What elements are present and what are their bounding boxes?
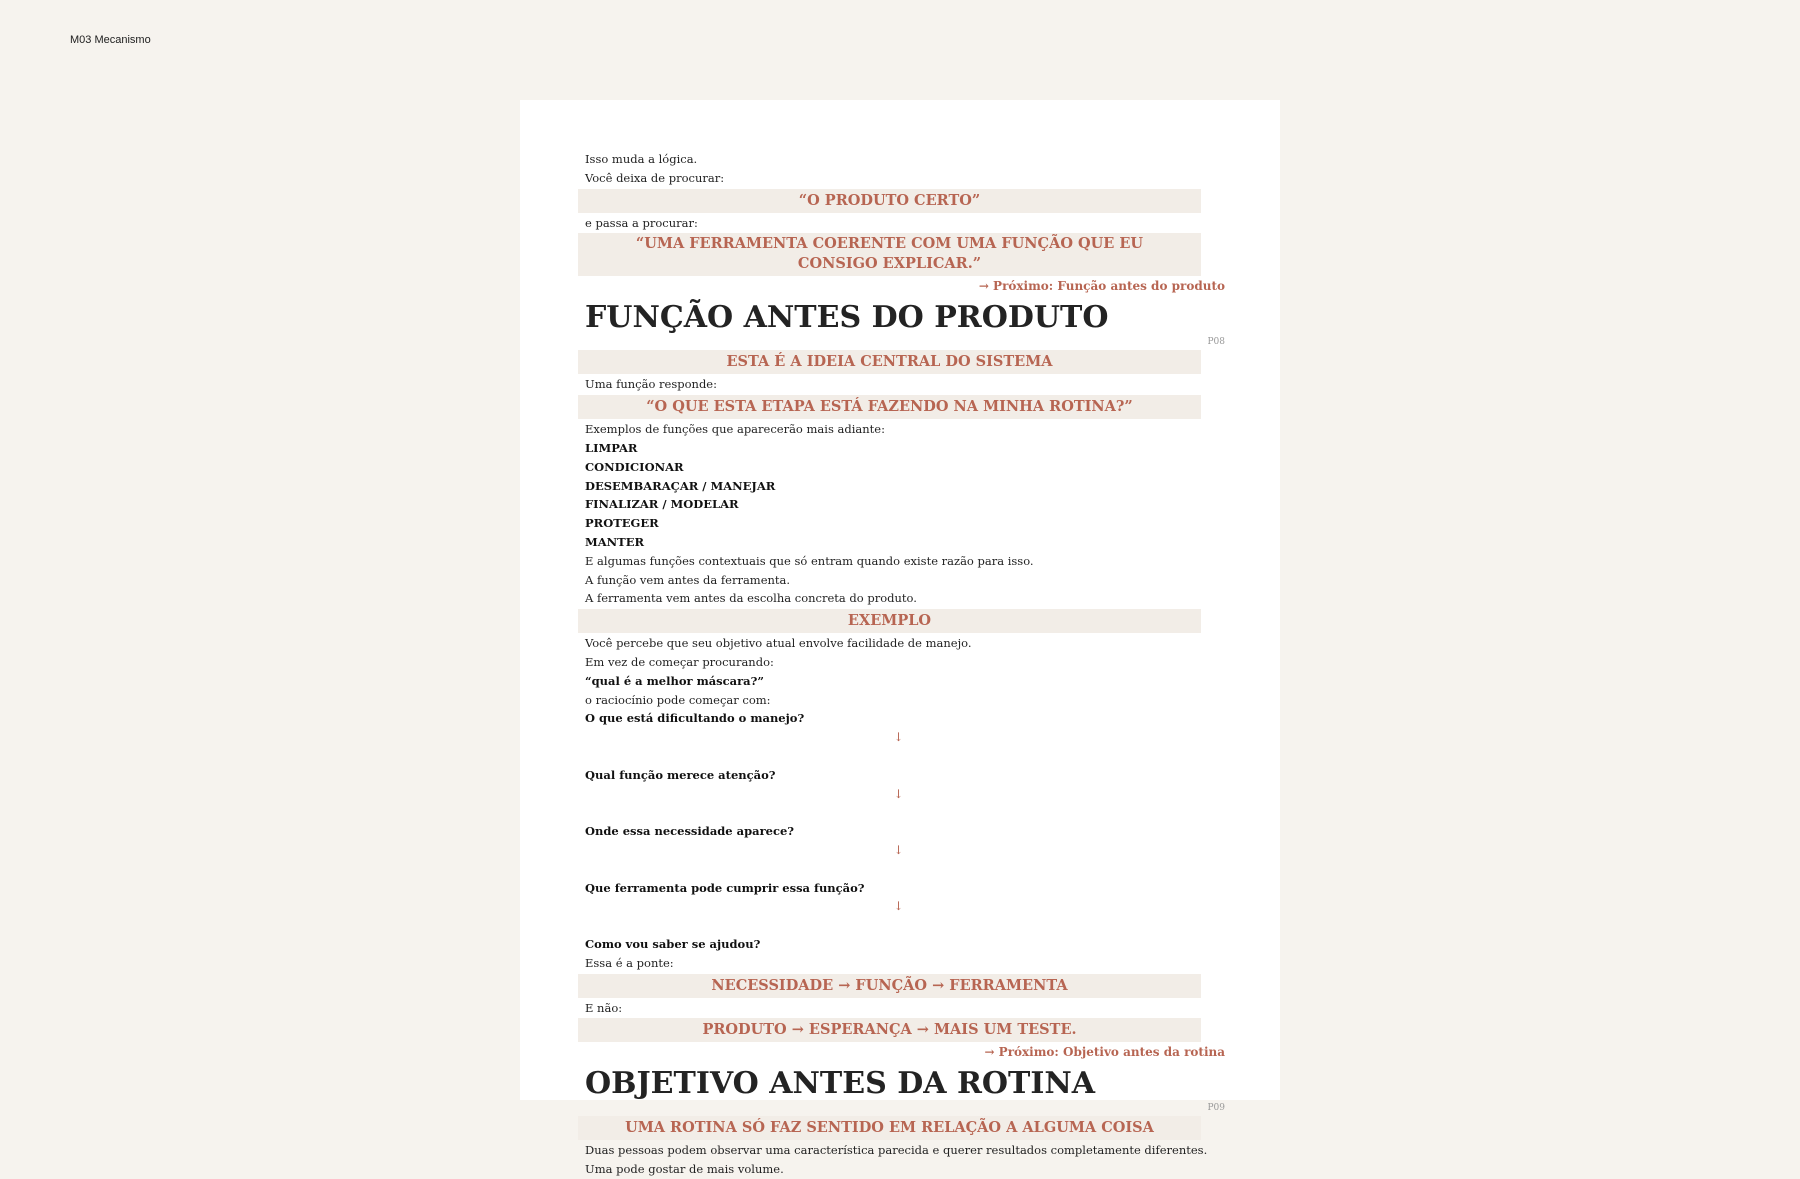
body-text: E algumas funções contextuais que só entram quando existe razão para isso. xyxy=(585,553,1034,568)
body-text: A função vem antes da ferramenta. xyxy=(585,572,791,587)
body-text-bold: MANTER xyxy=(585,534,645,549)
body-text-bold: Que ferramenta pode cumprir essa função? xyxy=(585,880,865,895)
body-text-bold: Qual função merece atenção? xyxy=(585,767,776,782)
body-text: Em vez de começar procurando: xyxy=(585,654,774,669)
down-arrow-icon: ↓ xyxy=(893,730,904,745)
body-text: Uma pode gostar de mais volume. xyxy=(585,1162,784,1177)
section-heading: FUNÇÃO ANTES DO PRODUTO xyxy=(585,300,1109,336)
app-title: M03 Mecanismo xyxy=(70,34,151,46)
body-text: o raciocínio pode começar com: xyxy=(585,692,771,707)
page-number: P09 xyxy=(1207,1103,1225,1114)
body-text: Você percebe que seu objetivo atual envolve facilidade de manejo. xyxy=(585,636,972,651)
callout-box: “O QUE ESTA ETAPA ESTÁ FAZENDO NA MINHA ROTINA?” xyxy=(578,395,1201,419)
spacer xyxy=(582,803,1222,822)
next-section-link[interactable]: → Próximo: Objetivo antes da rotina xyxy=(984,1045,1225,1060)
callout-box: PRODUTO → ESPERANÇA → MAIS UM TESTE. xyxy=(578,1018,1201,1042)
body-text: Duas pessoas podem observar uma característica parecida e querer resultados completamente diferentes. xyxy=(585,1143,1208,1158)
body-text-bold: PROTEGER xyxy=(585,516,659,531)
body-text: Você deixa de procurar: xyxy=(585,170,725,185)
down-arrow-icon: ↓ xyxy=(893,842,904,857)
body-text-bold: CONDICIONAR xyxy=(585,459,684,474)
section-heading: OBJETIVO ANTES DA ROTINA xyxy=(585,1066,1096,1102)
callout-box: EXEMPLO xyxy=(578,609,1201,633)
page-number: P08 xyxy=(1207,337,1225,348)
down-arrow-icon: ↓ xyxy=(893,786,904,801)
body-text: e passa a procurar: xyxy=(585,215,698,230)
body-text: Isso muda a lógica. xyxy=(585,152,698,166)
body-text-bold: Como vou saber se ajudou? xyxy=(585,936,761,951)
document-content xyxy=(582,150,1225,1179)
spacer xyxy=(582,747,1222,766)
body-text-bold: Onde essa necessidade aparece? xyxy=(585,824,795,839)
body-text-bold: “qual é a melhor máscara?” xyxy=(585,673,764,688)
callout-box: UMA ROTINA SÓ FAZ SENTIDO EM RELAÇÃO A ALGUMA COISA xyxy=(578,1116,1201,1140)
callout-box: “UMA FERRAMENTA COERENTE COM UMA FUNÇÃO QUE EU CONSIGO EXPLICAR.” xyxy=(578,233,1201,276)
body-text-bold: FINALIZAR / MODELAR xyxy=(585,497,739,512)
down-arrow-icon: ↓ xyxy=(893,899,904,914)
body-text-bold: DESEMBARAÇAR / MANEJAR xyxy=(585,478,776,493)
spacer xyxy=(582,916,1222,935)
callout-box: NECESSIDADE → FUNÇÃO → FERRAMENTA xyxy=(578,974,1201,998)
body-text: Exemplos de funções que aparecerão mais adiante: xyxy=(585,422,885,437)
body-text: Uma função responde: xyxy=(585,377,717,392)
callout-box: “O PRODUTO CERTO” xyxy=(578,189,1201,213)
document-page xyxy=(520,100,1280,1177)
body-text-bold: LIMPAR xyxy=(585,440,638,455)
body-text-bold: O que está dificultando o manejo? xyxy=(585,711,805,726)
spacer xyxy=(582,860,1222,879)
body-text: E não: xyxy=(585,1000,623,1015)
next-section-link[interactable]: → Próximo: Função antes do produto xyxy=(978,279,1225,294)
body-text: Essa é a ponte: xyxy=(585,955,674,970)
body-text: A ferramenta vem antes da escolha concreta do produto. xyxy=(585,591,917,606)
callout-box: ESTA É A IDEIA CENTRAL DO SISTEMA xyxy=(578,350,1201,374)
